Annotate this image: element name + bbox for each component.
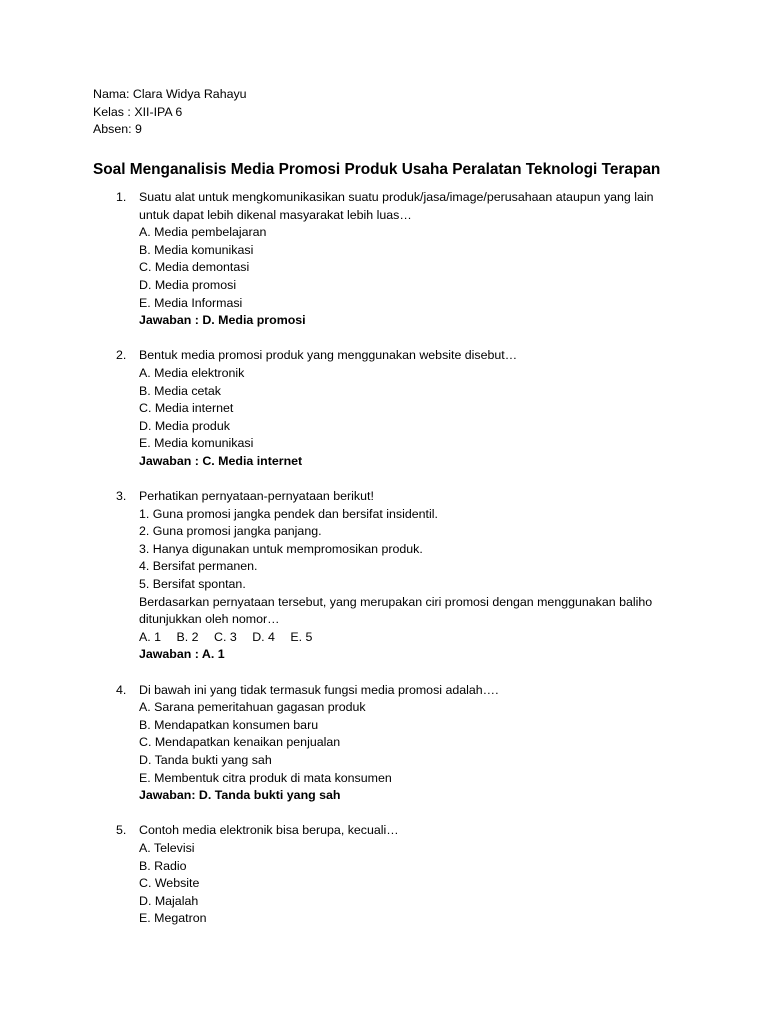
option-c: C. Media internet — [139, 401, 234, 416]
question-5 — [0, 822, 768, 928]
option-e: E. Membentuk citra produk di mata konsumen — [139, 770, 392, 785]
question-2 — [0, 347, 768, 470]
option-a: A. Televisi — [139, 840, 195, 855]
answer-key: Jawaban: D. Tanda bukti yang sah — [139, 788, 341, 803]
option-a: A. Media elektronik — [139, 365, 245, 380]
option-d: D. Media promosi — [139, 277, 237, 292]
option-d: D. Majalah — [139, 893, 199, 908]
question-number: 2. — [116, 348, 127, 363]
question-3 — [0, 488, 768, 664]
question-number: 3. — [116, 489, 127, 504]
option-e: E. 5 — [290, 629, 313, 644]
inline-options — [139, 629, 679, 647]
option-e: E. Megatron — [139, 911, 207, 926]
option-d: D. Tanda bukti yang sah — [139, 753, 272, 767]
student-name: Nama: Clara Widya Rahayu — [93, 87, 247, 101]
student-attendance-number: Absen: 9 — [93, 122, 142, 137]
statement-3: 3. Hanya digunakan untuk mempromosikan produk. — [139, 541, 423, 556]
option-b: B. 2 — [176, 629, 199, 644]
question-followup: Berdasarkan pernyataan tersebut, yang merupakan ciri promosi dengan menggunakan baliho ditunjukkan oleh nomor… — [139, 594, 653, 627]
document-title: Soal Menganalisis Media Promosi Produk Usaha Peralatan Teknologi Terapan — [93, 161, 661, 178]
option-b: B. Media cetak — [139, 383, 221, 398]
option-a: A. 1 — [139, 629, 162, 644]
option-c: C. Mendapatkan kenaikan penjualan — [139, 735, 341, 750]
option-a: A. Media pembelajaran — [139, 225, 267, 240]
option-b: B. Media komunikasi — [139, 242, 254, 257]
question-list — [0, 189, 768, 946]
question-4 — [0, 682, 768, 805]
option-b: B. Radio — [139, 858, 187, 873]
answer-key: Jawaban : C. Media internet — [139, 453, 303, 468]
answer-key: Jawaban : A. 1 — [139, 647, 225, 662]
statement-4: 4. Bersifat permanen. — [139, 559, 258, 574]
question-stem: Bentuk media promosi produk yang menggunakan website disebut… — [139, 348, 518, 363]
option-b: B. Mendapatkan konsumen baru — [139, 717, 319, 732]
question-number: 5. — [116, 823, 127, 838]
student-class: Kelas : XII-IPA 6 — [93, 104, 183, 119]
question-number: 4. — [116, 682, 127, 697]
answer-key: Jawaban : D. Media promosi — [139, 313, 306, 328]
question-stem: Di bawah ini yang tidak termasuk fungsi media promosi adalah…. — [139, 682, 499, 697]
option-e: E. Media Informasi — [139, 295, 243, 310]
statement-5: 5. Bersifat spontan. — [139, 577, 246, 592]
option-c: C. Website — [139, 876, 200, 891]
option-c: C. 3 — [214, 629, 237, 644]
statement-2: 2. Guna promosi jangka panjang. — [139, 524, 322, 539]
question-stem: Contoh media elektronik bisa berupa, kecuali… — [139, 823, 399, 838]
question-number: 1. — [116, 190, 127, 204]
option-e: E. Media komunikasi — [139, 436, 254, 451]
option-c: C. Media demontasi — [139, 260, 250, 275]
student-info — [93, 86, 247, 139]
question-stem: Suatu alat untuk mengkomunikasikan suatu produk/jasa/image/perusahaan ataupun yang lain untuk dapat lebih dikenal masyarakat lebih luas… — [139, 190, 654, 222]
option-d: D. 4 — [252, 629, 275, 644]
statement-1: 1. Guna promosi jangka pendek dan bersifat insidentil. — [139, 506, 438, 521]
option-a: A. Sarana pemeritahuan gagasan produk — [139, 700, 366, 715]
option-d: D. Media produk — [139, 418, 230, 433]
question-stem: Perhatikan pernyataan-pernyataan berikut! — [139, 489, 374, 504]
question-1 — [0, 189, 768, 330]
